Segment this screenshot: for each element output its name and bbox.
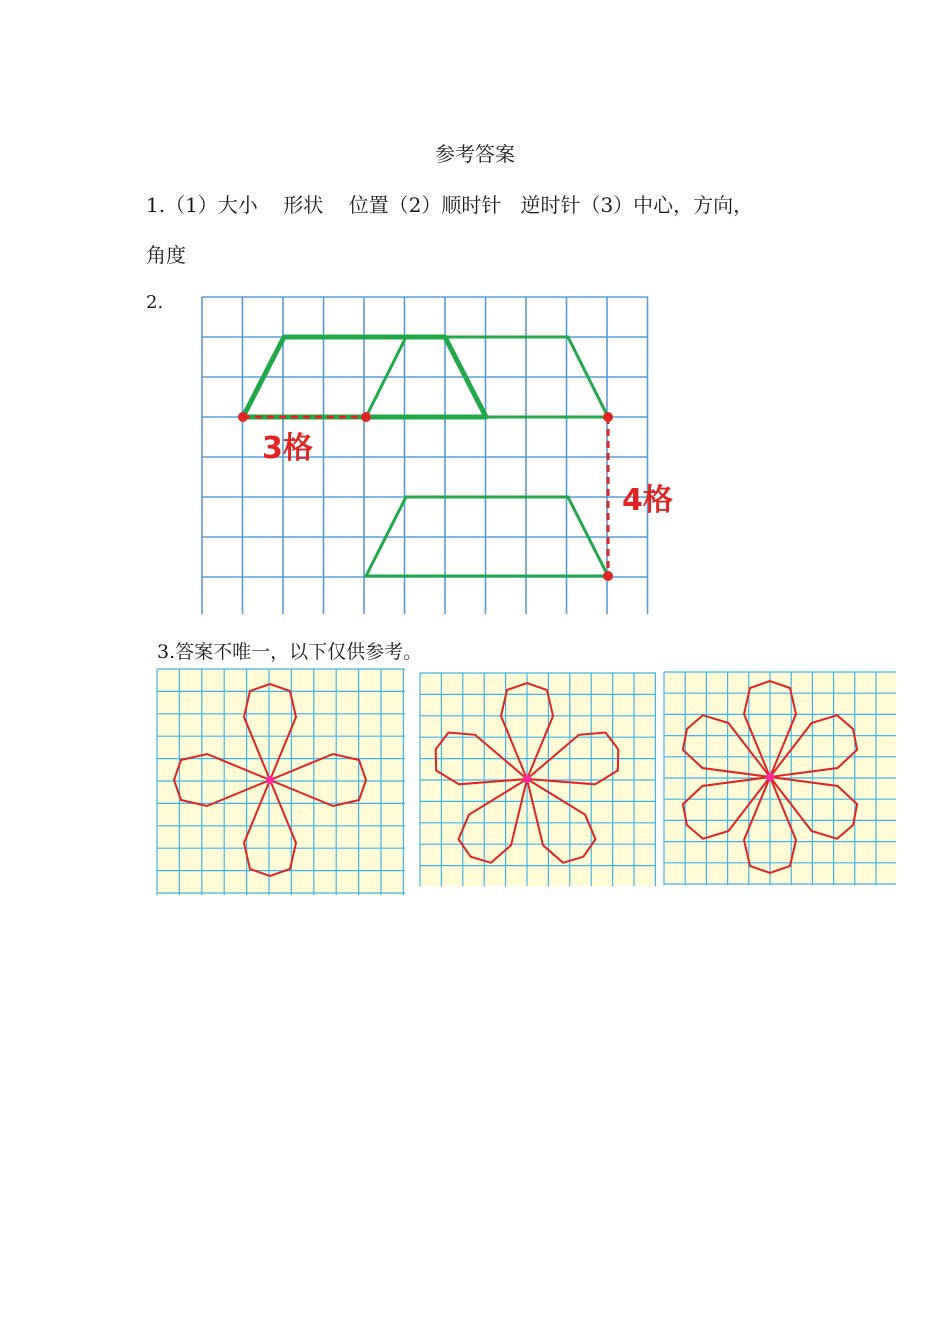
- flower-center: [523, 775, 531, 783]
- four-petal-flower: [157, 669, 405, 895]
- point-marker: [361, 412, 371, 422]
- flower-center: [766, 773, 774, 781]
- translation-grid-figure: [200, 296, 673, 616]
- grid-background: [157, 669, 405, 895]
- six-petal-flower: [664, 672, 896, 885]
- flower-center: [266, 776, 274, 784]
- point-marker: [603, 571, 613, 581]
- answer-3-text: 3.答案不唯一，以下仅供参考。: [157, 641, 423, 663]
- label-3-squares: 3格: [262, 431, 313, 466]
- answer-1-line-2: 角度: [146, 243, 186, 267]
- page-title: 参考答案: [435, 142, 515, 166]
- point-marker: [603, 412, 613, 422]
- five-petal-flower: [420, 673, 656, 886]
- answer-1-line-1: 1.（1）大小 形状 位置（2）顺时针 逆时针（3）中心，方向，: [146, 193, 754, 217]
- answer-2-number: 2.: [146, 292, 164, 313]
- point-marker: [238, 412, 248, 422]
- label-4-squares: 4格: [622, 483, 673, 518]
